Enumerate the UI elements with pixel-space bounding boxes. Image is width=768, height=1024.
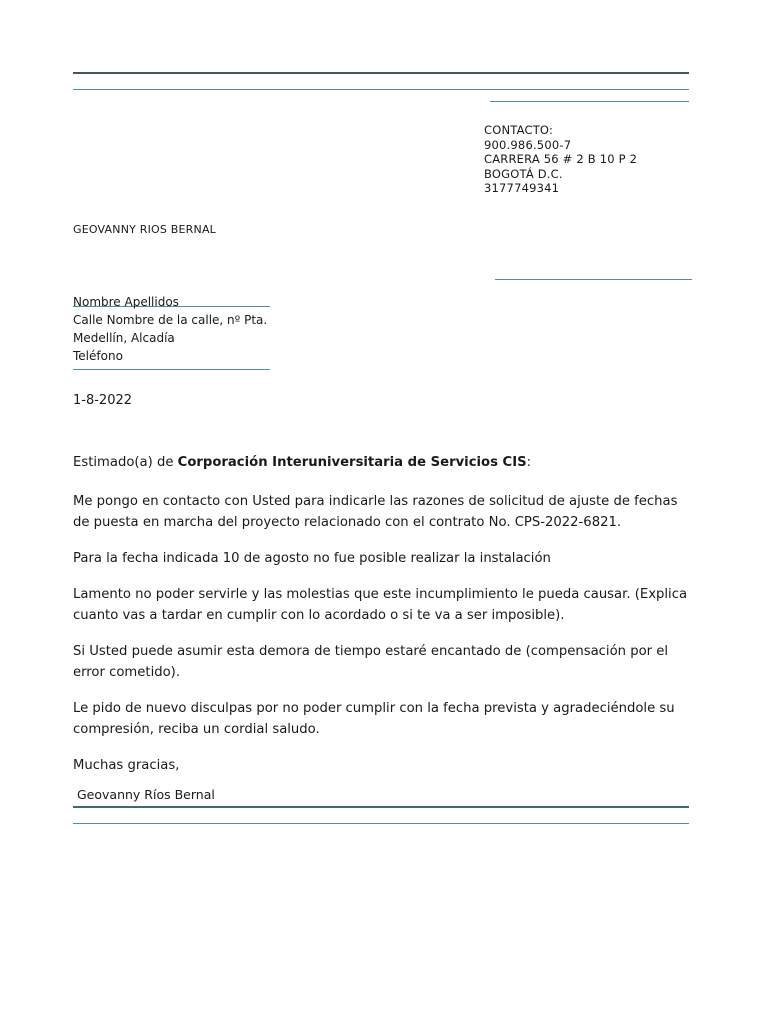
paragraph-thanks: Muchas gracias, [73, 758, 180, 773]
paragraph-closing: Le pido de nuevo disculpas por no poder cumplir con la fecha prevista y agradeciéndole su compresión, reciba un cordial saludo. [73, 701, 675, 737]
greeting-organization: Corporación Interuniversitaria de Servicios CIS [177, 455, 527, 470]
greeting-prefix: Estimado(a) de [73, 455, 178, 470]
contact-label: CONTACTO: [484, 123, 554, 137]
header-rule-dark [73, 72, 689, 74]
greeting [73, 452, 693, 473]
contact-block [484, 123, 637, 196]
letter-body [73, 452, 693, 791]
recipient-street: Calle Nombre de la calle, nº Pta. [73, 313, 268, 327]
footer-rule-dark [73, 806, 689, 808]
signature-name: Geovanny Ríos Bernal [77, 787, 215, 802]
greeting-suffix: : [526, 455, 532, 470]
paragraph-compensation: Si Usted puede asumir esta demora de tiempo estaré encantado de (compensación por el error cometido). [73, 644, 669, 680]
contact-city: BOGOTÁ D.C. [484, 166, 563, 181]
contact-address: CARRERA 56 # 2 B 10 P 2 [484, 152, 638, 166]
contact-nit: 900.986.500-7 [484, 137, 572, 152]
divider-rule-right [495, 279, 692, 280]
recipient-phone: Teléfono [73, 349, 123, 363]
recipient-city: Medellín, Alcadía [73, 331, 175, 345]
footer-rule-blue [73, 823, 689, 824]
paragraph-date-issue: Para la fecha indicada 10 de agosto no fue posible realizar la instalación [73, 551, 551, 566]
letter-date: 1-8-2022 [73, 393, 133, 408]
recipient-rule-bottom [73, 369, 270, 370]
header-rule-short [490, 101, 689, 102]
contact-phone: 3177749341 [484, 181, 560, 195]
recipient-name: Nombre Apellidos [73, 295, 179, 309]
paragraph-purpose: Me pongo en contacto con Usted para indicarle las razones de solicitud de ajuste de fechas de puesta en marcha del proyecto relacionado con el contrato No. CPS-2022-6821. [73, 494, 678, 530]
paragraph-apology: Lamento no poder servirle y las molestias que este incumplimiento le pueda causar. (Explica cuanto vas a tardar en cumplir con lo acordado o si te va a ser imposible). [73, 587, 688, 623]
header-rule-blue [73, 89, 689, 90]
recipient-block [73, 293, 267, 365]
sender-name: GEOVANNY RIOS BERNAL [73, 223, 217, 236]
